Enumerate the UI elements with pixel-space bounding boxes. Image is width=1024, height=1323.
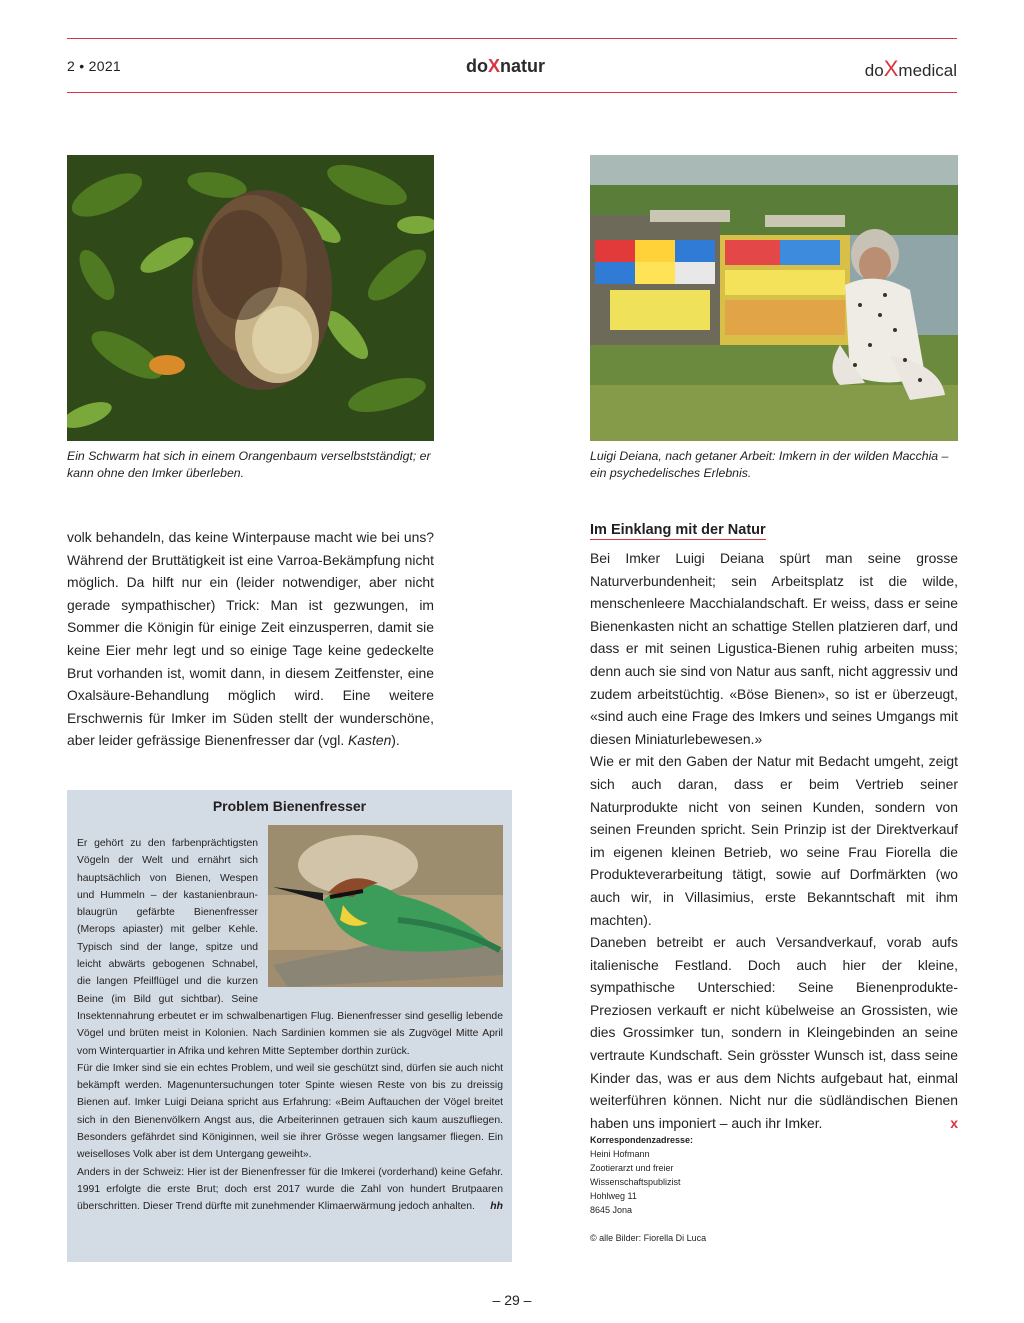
- issue-number: 2 • 2021: [67, 58, 122, 74]
- left-photo-caption: Ein Schwarm hat sich in einem Orangenbaum verselbstständigt; er kann ohne den Imker überleben.: [67, 449, 431, 480]
- right-photo-caption: Luigi Deiana, nach getaner Arbeit: Imkern in der wilden Macchia – ein psychedelisches Erlebnis.: [590, 449, 949, 480]
- header-top-rule: [67, 38, 957, 39]
- left-article-column: [67, 526, 434, 752]
- header-bottom-rule: [67, 92, 957, 93]
- info-box-bienenfresser: [67, 790, 512, 1262]
- author-signature: hh: [490, 1201, 503, 1213]
- correspondence-title: Korrespondenzadresse:: [590, 1135, 694, 1145]
- bee-eater-photo: [268, 825, 503, 987]
- photo-credit: © alle Bilder: Fiorella Di Luca: [590, 1233, 707, 1243]
- page-number: – 29 –: [492, 1292, 532, 1308]
- info-box-text: Er gehört zu den farbenprächtigsten Vögeln der Welt und ernährt sich hauptsächlich von Bienen, Wespen und Hummeln – der kastanienbraun-blaugrün gefärbte Bienenfresser (Merops apiaster) mit gelber Kehle. Typisch sind der lange, spitze und leicht abwärts gebogenen Schnabel, die langen Pfeilflügel und die kurzen Beine (im Bild gut sichtbar). Seine Insektennahrung erbeutet er im schwalbenartigen Flug. Bienenfresser sind gesellig lebende Vögel und brüten meist in Kolonien. Nach Sardinien kommen sie als Zugvögel Mitte April vom Winterquartier in Afrika und kehren Mitte September dorthin zurück. Für die Imker sind sie ein echtes Problem, und weil sie geschützt sind, dürfen sie auch nicht bekämpft werden. Magenuntersuchungen toter Spinte wiesen Reste von bis zu dreissig Bienen auf. Imker Luigi Deiana spricht aus Erfahrung: «Beim Auftauchen der Vögel breitet sich in den Bienenvölkern Angst aus, die Arbeiterinnen getrauen sich kaum auszufliegen. Besonders gefährdet sind Königinnen, weil sie ihrer Grösse wegen langsamer fliegen. Ein weiselloses Volk aber ist dem Untergang geweiht». Anders in der Schweiz: Hier ist der Bienenfresser für die Imkerei (vorderhand) keine Gefahr. 1991 erfolgte die erste Brut; doch erst 2017 wurde die Zahl von hundert Brutpaaren überschritten. Dieser Trend dürfte mit zunehmender Klimaerwärmung jedoch anhalten. hh: [77, 835, 503, 1216]
- correspondence-address: Korrespondenzadresse: Heini Hofmann Zootierarzt und freier Wissenschaftspublizist Hohlweg 11 8645 Jona: [590, 1135, 694, 1215]
- bee-swarm-photo: [67, 155, 434, 441]
- end-mark: x: [950, 1114, 958, 1131]
- doxmedical-logo: doXmedical: [864, 56, 957, 81]
- section-heading: Im Einklang mit der Natur: [590, 522, 766, 538]
- info-box-title: Problem Bienenfresser: [212, 798, 367, 814]
- right-article-column: Bei Imker Luigi Deiana spürt man seine grosse Naturverbundenheit; sein Arbeitsplatz ist die wilde, menschenleere Macchialandschaft. Er weiss, dass er seine Bienenkasten nicht an schattige Stellen platzieren darf, und dass er mit seinen Ligustica-Bienen ruhig arbeiten muss; denn auch sie sind von Natur aus sanft, nicht aggressiv und zudem arbeitstüchtig. «Böse Bienen», so ist er überzeugt, «sind auch eine Frage des Imkers und seines Umgangs mit diesen Miniaturlebewesen.» Wie er mit den Gaben der Natur mit Bedacht umgeht, zeigt sich auch daran, dass er beim Vertrieb seiner Naturprodukte nicht von seinen Kunden, sondern von seinen Freunden spricht. Sein Prinzip ist der Direktverkauf im eigenen kleinen Betrieb, wo seine Frau Fiorella die Produkteverarbeitung tätigt, sowie auf Dorfmärkten (wo auch wir, in Villasimius, erste Bekanntschaft mit ihm machten). Daneben betreibt er auch Versandverkauf, vorab aufs italienische Festland. Doch auch hier der kleine, sympathische Unterschied: Seine Bienenprodukte-Preziosen verkauft er nicht kübelweise an Grossisten, wie dies Grossimker tun, sondern in Kleingebinden an seine vertraute Kundschaft. Sein grösster Wunsch ist, dass seine Kinder das, was er aus dem Nichts aufgebaut hat, einmal weiterführen können. Nicht nur die südländischen Bienen haben uns imponiert – auch ihr Imker. x: [590, 547, 958, 1134]
- doxnatur-logo: doXnatur: [466, 56, 546, 76]
- beekeeper-photo: [590, 155, 958, 441]
- article-paragraph: volk behandeln, das keine Winterpause macht wie bei uns? Während der Bruttätigkeit ist eine Varroa-Bekämpfung nicht möglich. Da hilft nur ein (leider notwendiger, aber nicht gerade sympathischer) Trick: Man ist gezwungen, im Sommer die Königin für einige Zeit einzusperren, damit sie keine Eier mehr legt und so einige Tage keine gedeckelte Brut vorhanden ist, womit dann, in diesem Zeitfenster, eine Oxalsäure-Behandlung möglich wird. Eine weitere Erschwernis für Imker im Süden stellt der wunderschöne, aber leider gefrässige Bienenfresser dar (vgl. Kasten).: [67, 529, 434, 749]
